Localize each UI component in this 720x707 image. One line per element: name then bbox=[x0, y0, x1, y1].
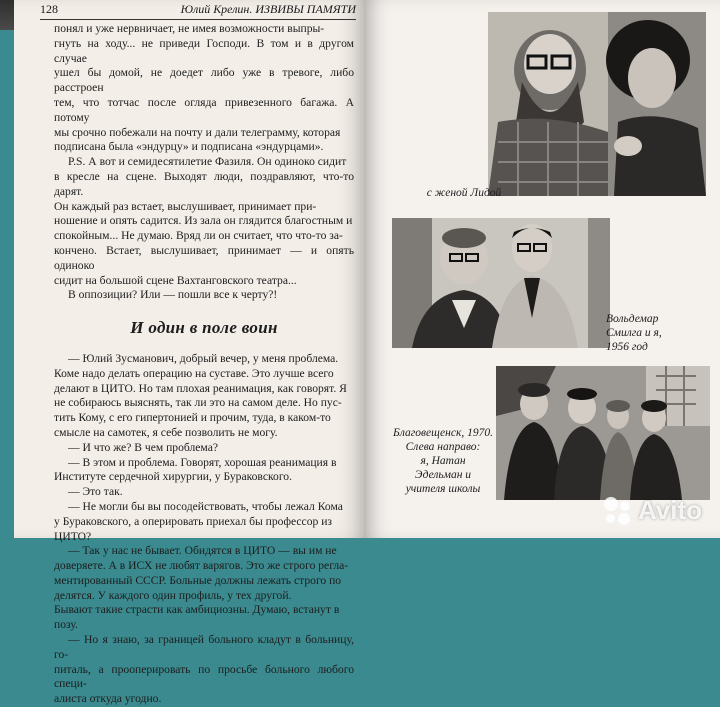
text-line: — Не могли бы вы посодействовать, чтобы лежал Кома bbox=[68, 499, 343, 513]
text-line: Бывают такие страсти как амбициозны. Думаю, встанут в bbox=[54, 603, 340, 617]
dialogue bbox=[54, 352, 354, 707]
text-line: гнуть на ходу... не приведи Господи. В том и в другом случае bbox=[54, 36, 354, 65]
text-line: доверяете. А в ИСХ не любят варягов. Это же строго регла- bbox=[54, 559, 349, 573]
text-line: подписана была «эндурцу» и подписана «эндурцами». bbox=[54, 140, 324, 154]
text-line: Он каждый раз встает, выслушивает, принимает при- bbox=[54, 199, 317, 213]
caption-line: Вольдемар bbox=[606, 313, 659, 325]
photo-couple bbox=[488, 12, 706, 196]
avito-logo-icon bbox=[604, 497, 632, 525]
text-line: алиста откуда угодно. bbox=[54, 692, 162, 706]
avito-watermark bbox=[604, 495, 702, 526]
text-line: питаль, а прооперировать по просьбе больного любого специ- bbox=[54, 662, 354, 691]
caption-line: Слева направо: bbox=[405, 441, 481, 453]
text-line: ментированный СССР. Больные должны лежать строго по bbox=[54, 573, 342, 587]
text-line: позу. bbox=[54, 618, 78, 632]
text-line: у Бураковского, а оперировать приехал бы профессор из bbox=[54, 514, 332, 528]
text-line: сидит на большой сцене Вахтанговского театра... bbox=[54, 273, 297, 287]
running-head bbox=[40, 2, 356, 20]
right-page bbox=[366, 0, 720, 538]
paragraph-3: В оппозиции? Или — пошли все к черту?! bbox=[68, 288, 278, 302]
caption-line: Благовещенск, 1970. bbox=[393, 427, 493, 439]
text-line: смысле на самотек, я себе позволить не могу. bbox=[54, 425, 278, 439]
caption-line: Смилга и я, bbox=[606, 327, 662, 339]
paragraph-2 bbox=[54, 155, 354, 288]
text-line: — И что же? В чем проблема? bbox=[68, 440, 218, 454]
caption-line: 1956 год bbox=[606, 341, 648, 353]
text-line: тить Кому, с его гипертонией и прочим, туда, в каком-то bbox=[54, 411, 331, 425]
text-line: делают в ЦИТО. Но там плохая реанимация, как говорят. Я bbox=[54, 381, 347, 395]
photo-group-image bbox=[496, 366, 710, 500]
photo-two-men bbox=[392, 218, 610, 348]
caption-line: я, Натан bbox=[420, 455, 466, 467]
caption-photo-group bbox=[384, 426, 502, 496]
avito-text: Avito bbox=[637, 495, 702, 525]
section-title: И один в поле воин bbox=[130, 318, 278, 338]
text-line: понял и уже нервничает, не имея возможности выпры- bbox=[54, 22, 325, 35]
text-line: мы срочно побежали на почту и дали телеграмму, которая bbox=[54, 125, 341, 139]
caption-photo-couple bbox=[404, 186, 524, 200]
text-line: P.S. А вот и семидесятилетие Фазиля. Он одиноко сидит bbox=[68, 155, 347, 169]
text-line: — В этом и проблема. Говорят, хорошая реанимация в bbox=[68, 455, 337, 469]
text-line: в кресле на сцене. Выходят люди, поздравляют, что-то дарят. bbox=[54, 169, 354, 198]
photo-two-men-image bbox=[392, 218, 610, 348]
text-line: Институте сердечной хирургии, у Бураковского. bbox=[54, 470, 292, 484]
text-line: — Но я знаю, за границей больного кладут в больницу, го- bbox=[54, 633, 354, 661]
text-line: — Так у нас не бывает. Обидятся в ЦИТО — вы им не bbox=[68, 544, 337, 558]
photo-couple-image bbox=[488, 12, 706, 196]
text-line: ношение и опять садится. Из зала он глядится благостным и bbox=[54, 214, 353, 228]
text-line: ЦИТО? bbox=[54, 529, 92, 543]
left-page-text bbox=[54, 22, 354, 707]
caption-line: Эдельман и bbox=[414, 469, 472, 481]
text-line: Коме надо делать операцию на суставе. Это лучше всего bbox=[54, 366, 334, 380]
paragraph-1 bbox=[54, 22, 354, 155]
text-line: делятся. У каждого один профиль, у тех другой. bbox=[54, 588, 292, 602]
running-title: Юлий Крелин. ИЗВИВЫ ПАМЯТИ bbox=[180, 2, 356, 16]
text-line: — Юлий Зусманович, добрый вечер, у меня проблема. bbox=[68, 351, 339, 365]
caption-photo-two-men bbox=[606, 312, 714, 354]
text-line: спокойным... Не думаю. Вряд ли он считает, что что-то за- bbox=[54, 229, 343, 243]
caption-line: учителя школы bbox=[405, 483, 481, 495]
photo-group bbox=[496, 366, 710, 500]
text-line: тем, что тотчас после огляда привезенного багажа. А потому bbox=[54, 95, 354, 124]
page-number: 128 bbox=[40, 2, 58, 16]
caption-text: с женой Лидой bbox=[426, 187, 502, 199]
left-page bbox=[14, 0, 366, 706]
text-line: кончено. Встает, выслушивает, принимает — и опять одиноко bbox=[54, 243, 354, 272]
text-line: — Это так. bbox=[68, 485, 123, 499]
text-line: не собираюсь выяснять, так ли это на самом деле. Но пус- bbox=[54, 396, 342, 410]
text-line: ушел бы домой, не доедет либо уже в тревоге, либо расстроен bbox=[54, 66, 354, 95]
